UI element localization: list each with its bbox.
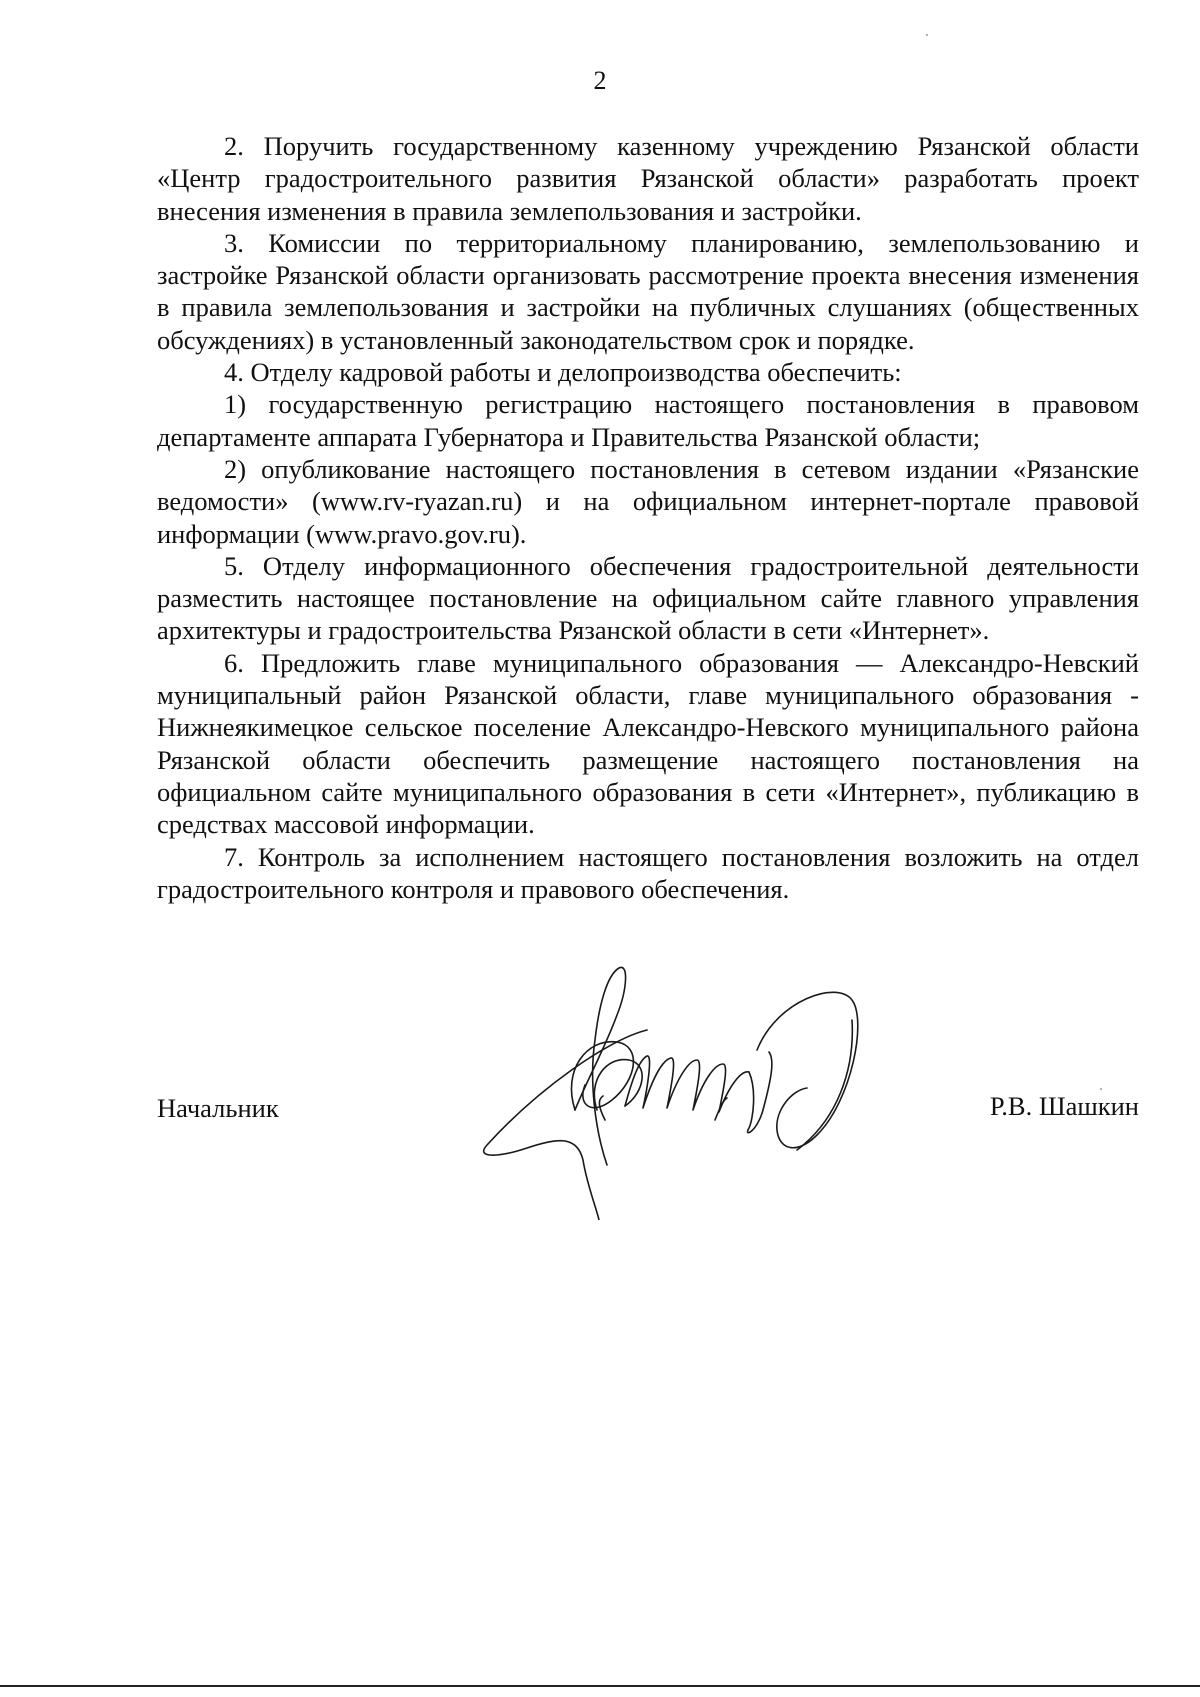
paragraph-4: 4. Отделу кадровой работы и делопроизводства обеспечить: [224,357,902,388]
paragraph-6: 6. Предложить главе муниципального образования — Александро-Невский муниципальный район Рязанской области, главе муниципального образования - Нижнеякимецкое сельское поселение Александро-Невского муниципального района Рязанской области обеспечить размещение настоящего постановления на официальном сайте муниципального образования в сети «Интернет», публикацию в средствах массовой информации. [157,647,1139,840]
signatory-name: Р.В. Шашкин [989,1091,1139,1121]
paragraph-3: 3. Комиссии по территориальному планированию, землепользованию и застройке Рязанской области организовать рассмотрение проекта внесения изменения в правила землепользования и застройки на публичных слушаниях (общественных обсуждениях) в установленный законодательством срок и порядке. [157,227,1139,355]
paragraph-2: 2. Поручить государственному казенному учреждению Рязанской области «Центр градостроительного развития Рязанской области» разработать проект внесения изменения в правила землепользования и застройки. [157,131,1139,226]
paragraph-4-2: 2) опубликование настоящего постановления в сетевом издании «Рязанские ведомости» (www.rv-ryazan.ru) и на официальном интернет-портале правовой информации (www.pravo.gov.ru). [157,453,1139,549]
page-number: 2 [593,66,607,95]
scan-speck [1100,1088,1102,1090]
document-body [157,130,1139,905]
paragraph-7: 7. Контроль за исполнением настоящего постановления возложить на отдел градостроительного контроля и правового обеспечения. [157,841,1139,904]
signature-block [157,960,1139,1220]
scan-speck [926,34,928,36]
paragraph-4-1: 1) государственную регистрацию настоящего постановления в правовом департаменте аппарата Губернатора и Правительства Рязанской области; [157,389,1139,452]
page-edge-line [0,1685,1200,1687]
signatory-title: Начальник [157,1093,279,1123]
paragraph-5: 5. Отделу информационного обеспечения градостроительной деятельности разместить настоящее постановление на официальном сайте главного управления архитектуры и градостроительства Рязанской области в сети «Интернет». [157,550,1139,646]
handwritten-signature [457,960,897,1220]
